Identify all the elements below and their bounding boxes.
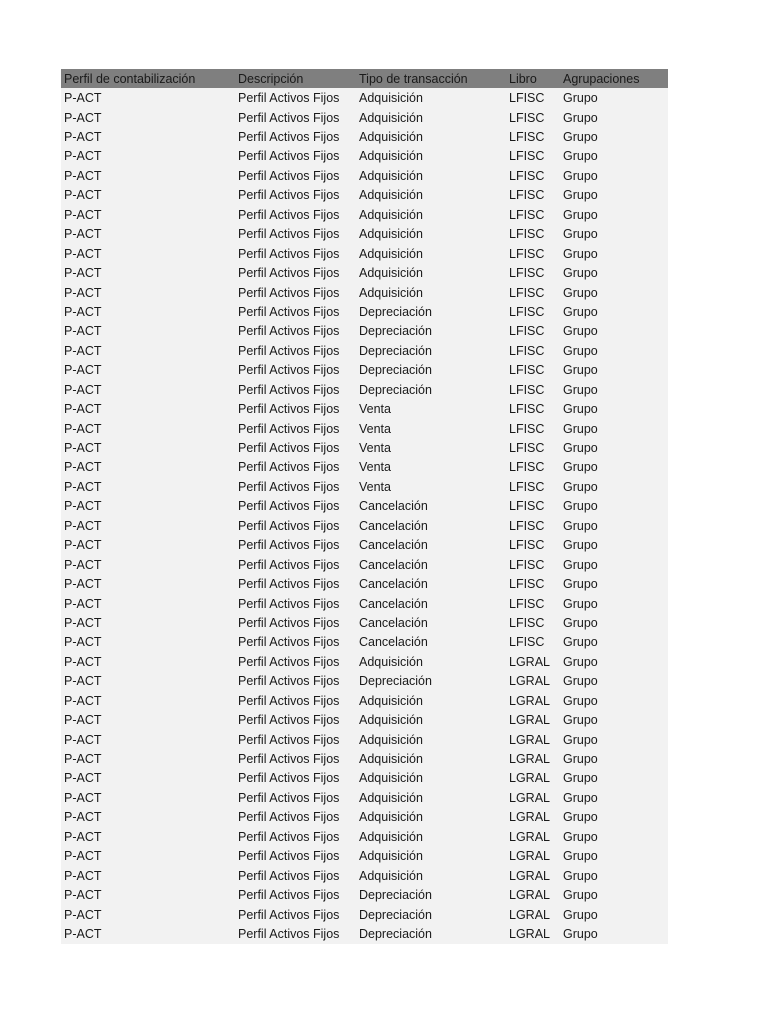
cell-descripcion: Perfil Activos Fijos <box>238 615 340 630</box>
cell-libro: LGRAL <box>509 790 550 805</box>
cell-libro: LFISC <box>509 402 545 417</box>
cell-perfil: P-ACT <box>64 168 102 183</box>
cell-perfil: P-ACT <box>64 304 102 319</box>
cell-libro: LGRAL <box>509 713 550 728</box>
table-row <box>61 710 668 729</box>
cell-perfil: P-ACT <box>64 91 102 106</box>
cell-libro: LGRAL <box>509 810 550 825</box>
cell-tipo-transaccion: Depreciación <box>359 304 432 319</box>
cell-descripcion: Perfil Activos Fijos <box>238 441 340 456</box>
header-perfil-de-contabilizacion: Perfil de contabilización <box>64 71 196 86</box>
cell-descripcion: Perfil Activos Fijos <box>238 557 340 572</box>
cell-tipo-transaccion: Depreciación <box>359 907 432 922</box>
cell-tipo-transaccion: Adquisición <box>359 752 423 767</box>
table-row <box>61 866 668 885</box>
cell-descripcion: Perfil Activos Fijos <box>238 732 340 747</box>
cell-agrupacion: Grupo <box>563 790 598 805</box>
table-row <box>61 205 668 224</box>
spreadsheet-table <box>61 69 668 944</box>
cell-descripcion: Perfil Activos Fijos <box>238 654 340 669</box>
cell-perfil: P-ACT <box>64 227 102 242</box>
cell-libro: LFISC <box>509 285 545 300</box>
cell-tipo-transaccion: Adquisición <box>359 168 423 183</box>
cell-perfil: P-ACT <box>64 207 102 222</box>
cell-descripcion: Perfil Activos Fijos <box>238 926 340 941</box>
table-row <box>61 225 668 244</box>
cell-descripcion: Perfil Activos Fijos <box>238 246 340 261</box>
table-row <box>61 613 668 632</box>
cell-libro: LGRAL <box>509 771 550 786</box>
cell-libro: LFISC <box>509 246 545 261</box>
cell-agrupacion: Grupo <box>563 868 598 883</box>
table-row <box>61 691 668 710</box>
cell-descripcion: Perfil Activos Fijos <box>238 674 340 689</box>
cell-descripcion: Perfil Activos Fijos <box>238 363 340 378</box>
cell-descripcion: Perfil Activos Fijos <box>238 577 340 592</box>
cell-tipo-transaccion: Adquisición <box>359 91 423 106</box>
cell-tipo-transaccion: Adquisición <box>359 790 423 805</box>
cell-perfil: P-ACT <box>64 479 102 494</box>
cell-perfil: P-ACT <box>64 538 102 553</box>
cell-agrupacion: Grupo <box>563 285 598 300</box>
cell-libro: LFISC <box>509 266 545 281</box>
cell-libro: LFISC <box>509 363 545 378</box>
cell-libro: LFISC <box>509 635 545 650</box>
cell-tipo-transaccion: Adquisición <box>359 188 423 203</box>
cell-agrupacion: Grupo <box>563 246 598 261</box>
cell-agrupacion: Grupo <box>563 557 598 572</box>
cell-libro: LGRAL <box>509 654 550 669</box>
cell-descripcion: Perfil Activos Fijos <box>238 868 340 883</box>
cell-libro: LFISC <box>509 479 545 494</box>
cell-libro: LFISC <box>509 421 545 436</box>
table-row <box>61 652 668 671</box>
cell-perfil: P-ACT <box>64 110 102 125</box>
cell-agrupacion: Grupo <box>563 266 598 281</box>
table-row <box>61 730 668 749</box>
cell-descripcion: Perfil Activos Fijos <box>238 304 340 319</box>
cell-perfil: P-ACT <box>64 868 102 883</box>
table-row <box>61 380 668 399</box>
cell-descripcion: Perfil Activos Fijos <box>238 382 340 397</box>
cell-agrupacion: Grupo <box>563 810 598 825</box>
cell-perfil: P-ACT <box>64 577 102 592</box>
cell-tipo-transaccion: Adquisición <box>359 207 423 222</box>
cell-agrupacion: Grupo <box>563 849 598 864</box>
cell-agrupacion: Grupo <box>563 732 598 747</box>
cell-libro: LGRAL <box>509 888 550 903</box>
cell-perfil: P-ACT <box>64 752 102 767</box>
cell-tipo-transaccion: Venta <box>359 402 391 417</box>
cell-agrupacion: Grupo <box>563 499 598 514</box>
cell-tipo-transaccion: Depreciación <box>359 382 432 397</box>
cell-tipo-transaccion: Adquisición <box>359 732 423 747</box>
cell-perfil: P-ACT <box>64 888 102 903</box>
cell-agrupacion: Grupo <box>563 538 598 553</box>
table-row <box>61 885 668 904</box>
cell-agrupacion: Grupo <box>563 907 598 922</box>
cell-tipo-transaccion: Adquisición <box>359 849 423 864</box>
table-row <box>61 847 668 866</box>
table-row <box>61 127 668 146</box>
table-row <box>61 905 668 924</box>
cell-libro: LGRAL <box>509 693 550 708</box>
table-row <box>61 555 668 574</box>
cell-descripcion: Perfil Activos Fijos <box>238 460 340 475</box>
cell-descripcion: Perfil Activos Fijos <box>238 266 340 281</box>
cell-tipo-transaccion: Depreciación <box>359 363 432 378</box>
cell-agrupacion: Grupo <box>563 421 598 436</box>
cell-agrupacion: Grupo <box>563 91 598 106</box>
cell-descripcion: Perfil Activos Fijos <box>238 518 340 533</box>
cell-descripcion: Perfil Activos Fijos <box>238 91 340 106</box>
cell-libro: LFISC <box>509 460 545 475</box>
table-row <box>61 438 668 457</box>
cell-perfil: P-ACT <box>64 266 102 281</box>
cell-descripcion: Perfil Activos Fijos <box>238 752 340 767</box>
cell-perfil: P-ACT <box>64 130 102 145</box>
cell-perfil: P-ACT <box>64 421 102 436</box>
cell-descripcion: Perfil Activos Fijos <box>238 168 340 183</box>
cell-tipo-transaccion: Adquisición <box>359 771 423 786</box>
cell-libro: LGRAL <box>509 752 550 767</box>
cell-agrupacion: Grupo <box>563 926 598 941</box>
table-row <box>61 769 668 788</box>
table-row <box>61 594 668 613</box>
cell-libro: LFISC <box>509 188 545 203</box>
table-row <box>61 497 668 516</box>
cell-descripcion: Perfil Activos Fijos <box>238 849 340 864</box>
cell-agrupacion: Grupo <box>563 771 598 786</box>
cell-agrupacion: Grupo <box>563 207 598 222</box>
cell-tipo-transaccion: Depreciación <box>359 343 432 358</box>
cell-perfil: P-ACT <box>64 674 102 689</box>
cell-libro: LGRAL <box>509 732 550 747</box>
cell-perfil: P-ACT <box>64 285 102 300</box>
table-row <box>61 302 668 321</box>
cell-libro: LGRAL <box>509 907 550 922</box>
cell-libro: LGRAL <box>509 674 550 689</box>
cell-descripcion: Perfil Activos Fijos <box>238 479 340 494</box>
cell-libro: LFISC <box>509 207 545 222</box>
cell-libro: LFISC <box>509 304 545 319</box>
cell-tipo-transaccion: Adquisición <box>359 693 423 708</box>
cell-descripcion: Perfil Activos Fijos <box>238 130 340 145</box>
cell-agrupacion: Grupo <box>563 577 598 592</box>
table-row <box>61 633 668 652</box>
cell-tipo-transaccion: Adquisición <box>359 868 423 883</box>
cell-perfil: P-ACT <box>64 518 102 533</box>
cell-perfil: P-ACT <box>64 693 102 708</box>
cell-tipo-transaccion: Adquisición <box>359 110 423 125</box>
cell-libro: LFISC <box>509 324 545 339</box>
cell-perfil: P-ACT <box>64 713 102 728</box>
cell-libro: LFISC <box>509 227 545 242</box>
cell-agrupacion: Grupo <box>563 363 598 378</box>
cell-descripcion: Perfil Activos Fijos <box>238 207 340 222</box>
cell-descripcion: Perfil Activos Fijos <box>238 829 340 844</box>
cell-libro: LFISC <box>509 110 545 125</box>
cell-agrupacion: Grupo <box>563 674 598 689</box>
cell-libro: LGRAL <box>509 926 550 941</box>
cell-descripcion: Perfil Activos Fijos <box>238 421 340 436</box>
cell-descripcion: Perfil Activos Fijos <box>238 810 340 825</box>
cell-tipo-transaccion: Adquisición <box>359 266 423 281</box>
cell-tipo-transaccion: Adquisición <box>359 713 423 728</box>
cell-descripcion: Perfil Activos Fijos <box>238 343 340 358</box>
cell-perfil: P-ACT <box>64 771 102 786</box>
cell-perfil: P-ACT <box>64 499 102 514</box>
cell-libro: LFISC <box>509 538 545 553</box>
cell-perfil: P-ACT <box>64 460 102 475</box>
cell-libro: LGRAL <box>509 868 550 883</box>
table-row <box>61 108 668 127</box>
cell-agrupacion: Grupo <box>563 518 598 533</box>
table-body <box>61 88 668 943</box>
cell-tipo-transaccion: Cancelación <box>359 596 428 611</box>
cell-descripcion: Perfil Activos Fijos <box>238 110 340 125</box>
cell-agrupacion: Grupo <box>563 227 598 242</box>
table-row <box>61 672 668 691</box>
cell-agrupacion: Grupo <box>563 382 598 397</box>
cell-agrupacion: Grupo <box>563 324 598 339</box>
cell-perfil: P-ACT <box>64 363 102 378</box>
cell-descripcion: Perfil Activos Fijos <box>238 771 340 786</box>
cell-tipo-transaccion: Adquisición <box>359 829 423 844</box>
cell-perfil: P-ACT <box>64 188 102 203</box>
cell-perfil: P-ACT <box>64 790 102 805</box>
table-row <box>61 808 668 827</box>
table-row <box>61 244 668 263</box>
table-row <box>61 574 668 593</box>
cell-agrupacion: Grupo <box>563 635 598 650</box>
cell-tipo-transaccion: Adquisición <box>359 810 423 825</box>
cell-tipo-transaccion: Cancelación <box>359 557 428 572</box>
cell-perfil: P-ACT <box>64 635 102 650</box>
cell-tipo-transaccion: Venta <box>359 460 391 475</box>
cell-perfil: P-ACT <box>64 849 102 864</box>
cell-agrupacion: Grupo <box>563 596 598 611</box>
cell-libro: LFISC <box>509 382 545 397</box>
header-libro: Libro <box>509 71 537 86</box>
cell-tipo-transaccion: Cancelación <box>359 518 428 533</box>
cell-descripcion: Perfil Activos Fijos <box>238 907 340 922</box>
cell-libro: LFISC <box>509 557 545 572</box>
cell-perfil: P-ACT <box>64 829 102 844</box>
cell-perfil: P-ACT <box>64 907 102 922</box>
cell-agrupacion: Grupo <box>563 402 598 417</box>
header-agrupaciones: Agrupaciones <box>563 71 640 86</box>
cell-tipo-transaccion: Depreciación <box>359 324 432 339</box>
cell-agrupacion: Grupo <box>563 168 598 183</box>
table-row <box>61 147 668 166</box>
table-row <box>61 827 668 846</box>
table-row <box>61 399 668 418</box>
cell-perfil: P-ACT <box>64 382 102 397</box>
cell-libro: LFISC <box>509 130 545 145</box>
cell-tipo-transaccion: Depreciación <box>359 888 432 903</box>
table-row <box>61 88 668 107</box>
cell-perfil: P-ACT <box>64 926 102 941</box>
header-descripcion: Descripción <box>238 71 304 86</box>
cell-agrupacion: Grupo <box>563 304 598 319</box>
cell-libro: LFISC <box>509 149 545 164</box>
cell-tipo-transaccion: Adquisición <box>359 149 423 164</box>
cell-libro: LFISC <box>509 615 545 630</box>
cell-perfil: P-ACT <box>64 441 102 456</box>
cell-tipo-transaccion: Venta <box>359 421 391 436</box>
table-row <box>61 419 668 438</box>
cell-agrupacion: Grupo <box>563 829 598 844</box>
cell-perfil: P-ACT <box>64 810 102 825</box>
cell-descripcion: Perfil Activos Fijos <box>238 402 340 417</box>
table-row <box>61 263 668 282</box>
cell-agrupacion: Grupo <box>563 149 598 164</box>
cell-tipo-transaccion: Adquisición <box>359 130 423 145</box>
cell-tipo-transaccion: Cancelación <box>359 499 428 514</box>
cell-libro: LFISC <box>509 596 545 611</box>
table-row <box>61 458 668 477</box>
cell-tipo-transaccion: Cancelación <box>359 615 428 630</box>
cell-agrupacion: Grupo <box>563 693 598 708</box>
cell-agrupacion: Grupo <box>563 130 598 145</box>
cell-descripcion: Perfil Activos Fijos <box>238 227 340 242</box>
cell-tipo-transaccion: Cancelación <box>359 538 428 553</box>
cell-tipo-transaccion: Adquisición <box>359 227 423 242</box>
table-row <box>61 186 668 205</box>
table-header-row <box>61 69 668 88</box>
cell-libro: LFISC <box>509 441 545 456</box>
cell-perfil: P-ACT <box>64 732 102 747</box>
cell-libro: LFISC <box>509 168 545 183</box>
cell-descripcion: Perfil Activos Fijos <box>238 285 340 300</box>
cell-tipo-transaccion: Adquisición <box>359 246 423 261</box>
cell-agrupacion: Grupo <box>563 713 598 728</box>
cell-perfil: P-ACT <box>64 343 102 358</box>
cell-libro: LFISC <box>509 577 545 592</box>
cell-tipo-transaccion: Adquisición <box>359 654 423 669</box>
cell-tipo-transaccion: Venta <box>359 479 391 494</box>
cell-descripcion: Perfil Activos Fijos <box>238 790 340 805</box>
cell-descripcion: Perfil Activos Fijos <box>238 596 340 611</box>
cell-tipo-transaccion: Depreciación <box>359 674 432 689</box>
cell-agrupacion: Grupo <box>563 888 598 903</box>
cell-agrupacion: Grupo <box>563 110 598 125</box>
cell-perfil: P-ACT <box>64 402 102 417</box>
cell-agrupacion: Grupo <box>563 654 598 669</box>
cell-descripcion: Perfil Activos Fijos <box>238 635 340 650</box>
cell-descripcion: Perfil Activos Fijos <box>238 149 340 164</box>
table-row <box>61 477 668 496</box>
cell-libro: LGRAL <box>509 829 550 844</box>
cell-perfil: P-ACT <box>64 149 102 164</box>
table-row <box>61 341 668 360</box>
cell-agrupacion: Grupo <box>563 752 598 767</box>
cell-descripcion: Perfil Activos Fijos <box>238 499 340 514</box>
cell-libro: LGRAL <box>509 849 550 864</box>
table-row <box>61 322 668 341</box>
cell-agrupacion: Grupo <box>563 615 598 630</box>
cell-tipo-transaccion: Venta <box>359 441 391 456</box>
cell-libro: LFISC <box>509 343 545 358</box>
cell-agrupacion: Grupo <box>563 188 598 203</box>
cell-descripcion: Perfil Activos Fijos <box>238 538 340 553</box>
table-row <box>61 788 668 807</box>
table-row <box>61 361 668 380</box>
cell-descripcion: Perfil Activos Fijos <box>238 693 340 708</box>
cell-descripcion: Perfil Activos Fijos <box>238 324 340 339</box>
cell-descripcion: Perfil Activos Fijos <box>238 713 340 728</box>
table-row <box>61 516 668 535</box>
cell-perfil: P-ACT <box>64 654 102 669</box>
cell-agrupacion: Grupo <box>563 460 598 475</box>
cell-perfil: P-ACT <box>64 557 102 572</box>
cell-agrupacion: Grupo <box>563 343 598 358</box>
cell-descripcion: Perfil Activos Fijos <box>238 188 340 203</box>
table-row <box>61 924 668 943</box>
cell-tipo-transaccion: Cancelación <box>359 635 428 650</box>
cell-tipo-transaccion: Cancelación <box>359 577 428 592</box>
table-row <box>61 283 668 302</box>
cell-descripcion: Perfil Activos Fijos <box>238 888 340 903</box>
cell-perfil: P-ACT <box>64 324 102 339</box>
cell-tipo-transaccion: Depreciación <box>359 926 432 941</box>
cell-agrupacion: Grupo <box>563 479 598 494</box>
cell-agrupacion: Grupo <box>563 441 598 456</box>
table-row <box>61 166 668 185</box>
header-tipo-de-transaccion: Tipo de transacción <box>359 71 468 86</box>
table-row <box>61 749 668 768</box>
cell-libro: LFISC <box>509 91 545 106</box>
cell-libro: LFISC <box>509 499 545 514</box>
table-row <box>61 536 668 555</box>
cell-perfil: P-ACT <box>64 596 102 611</box>
cell-libro: LFISC <box>509 518 545 533</box>
cell-tipo-transaccion: Adquisición <box>359 285 423 300</box>
cell-perfil: P-ACT <box>64 615 102 630</box>
cell-perfil: P-ACT <box>64 246 102 261</box>
